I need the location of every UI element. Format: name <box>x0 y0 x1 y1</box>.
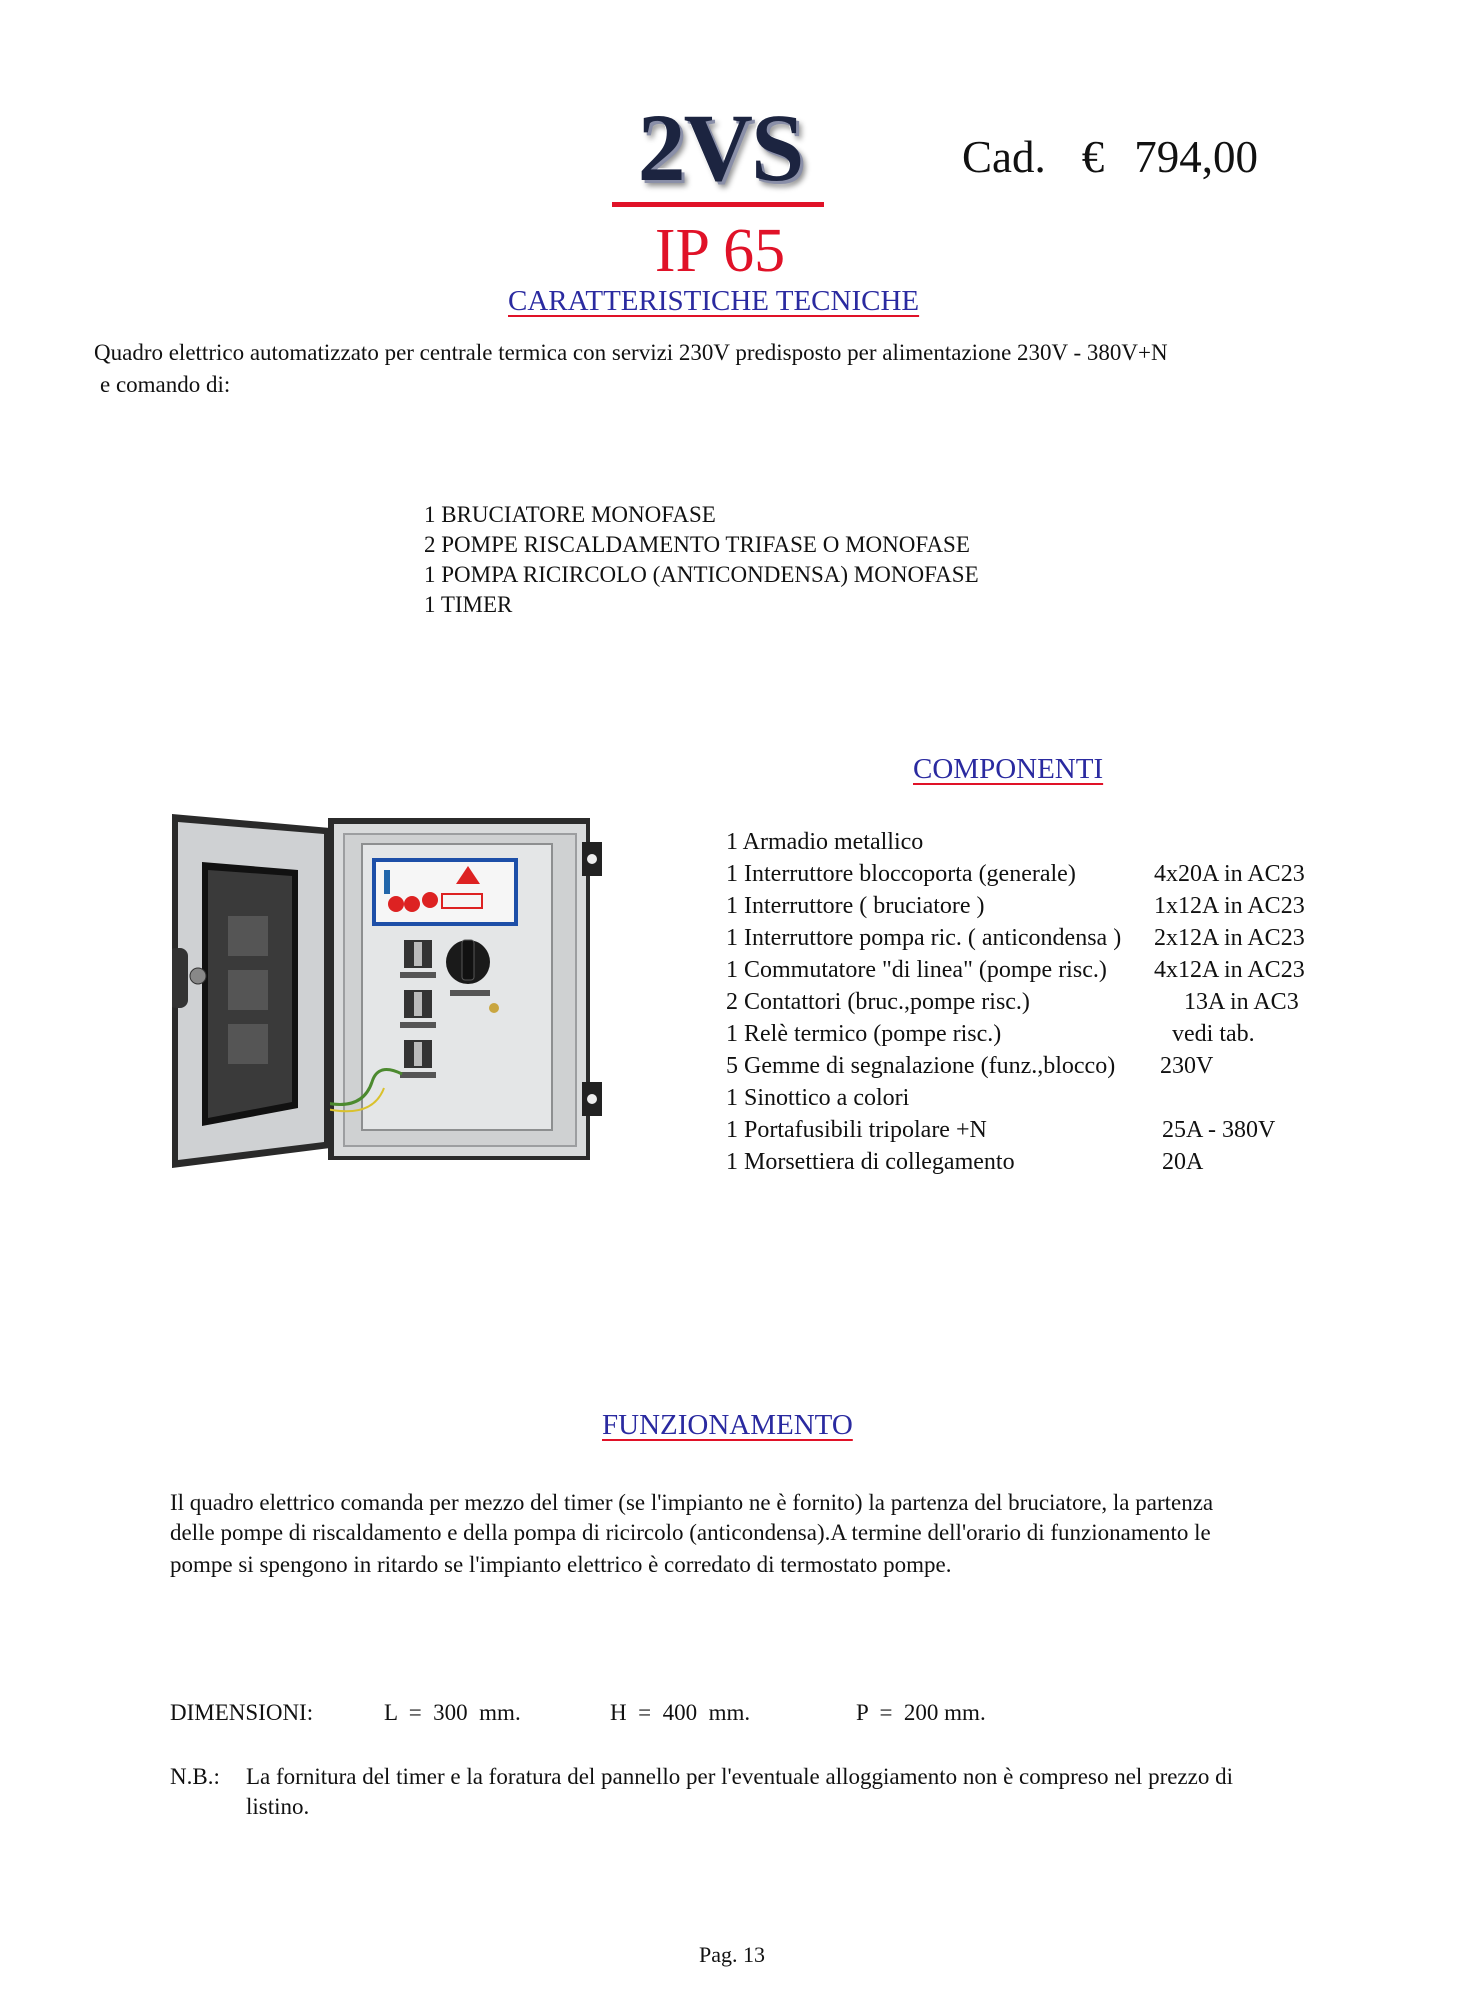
table-row <box>726 1050 1305 1082</box>
funzionamento-line-3: pompe si spengono in ritardo se l'impianto elettrico è corredato di termostato pompe. <box>170 1552 952 1577</box>
component-spec: 1x12A in AC23 <box>1154 893 1305 919</box>
list-item: 1 POMPA RICIRCOLO (ANTICONDENSA) MONOFASE <box>424 562 979 587</box>
funzionamento-line-2: delle pompe di riscaldamento e della pompa di ricircolo (anticondensa).A termine dell'orario di funzionamento le <box>170 1520 1211 1545</box>
component-spec: 25A - 380V <box>1162 1117 1276 1143</box>
note-label: N.B.: <box>170 1764 220 1789</box>
funzionamento-line-1: Il quadro elettrico comanda per mezzo del timer (se l'impianto ne è fornito) la partenza del bruciatore, la partenza <box>170 1490 1214 1515</box>
price-value: 794,00 <box>1134 132 1258 182</box>
components-table <box>726 826 1305 1178</box>
component-name: 1 Relè termico (pompe risc.) <box>726 1021 1002 1047</box>
component-spec: vedi tab. <box>1172 1021 1255 1047</box>
component-spec: 13A in AC3 <box>1184 989 1299 1015</box>
component-name: 1 Sinottico a colori <box>726 1085 910 1111</box>
currency-symbol: € <box>1081 132 1105 182</box>
component-spec: 20A <box>1162 1149 1204 1175</box>
table-row <box>726 1018 1305 1050</box>
component-spec <box>1154 826 1305 858</box>
dimensions-label: DIMENSIONI: <box>170 1700 314 1725</box>
component-spec: 4x12A in AC23 <box>1154 957 1305 983</box>
component-name: 5 Gemme di segnalazione (funz.,blocco) <box>726 1053 1116 1079</box>
table-row <box>726 1114 1305 1146</box>
note-text <box>246 1762 1346 1822</box>
table-row <box>726 1082 1305 1114</box>
component-name: 1 Armadio metallico <box>726 829 924 855</box>
list-item: 1 TIMER <box>424 592 513 617</box>
electrical-cabinet-photo <box>172 812 612 1168</box>
page-number: Pag. 13 <box>699 1942 765 1967</box>
dimension-depth: P = 200 mm. <box>856 1700 986 1725</box>
model-logo: 2VS <box>637 94 803 201</box>
component-name: 2 Contattori (bruc.,pompe risc.) <box>726 989 1030 1015</box>
dimension-height: H = 400 mm. <box>610 1700 751 1725</box>
component-name: 1 Interruttore ( bruciatore ) <box>726 893 985 919</box>
section-title-caratteristiche: CARATTERISTICHE TECNICHE <box>508 285 920 317</box>
services-list <box>424 500 979 620</box>
component-spec: 4x20A in AC23 <box>1154 861 1305 887</box>
note-line-1: La fornitura del timer e la foratura del pannello per l'eventuale alloggiamento non è compreso nel prezzo di <box>246 1764 1233 1789</box>
note-line-2: listino. <box>246 1794 310 1819</box>
component-name: 1 Interruttore pompa ric. ( anticondensa ) <box>726 925 1122 951</box>
protection-rating: IP 65 <box>654 217 786 285</box>
component-spec: 2x12A in AC23 <box>1154 925 1305 951</box>
intro-line-2: e comando di: <box>100 372 231 397</box>
price-row <box>962 132 1258 182</box>
list-item: 1 BRUCIATORE MONOFASE <box>424 502 716 527</box>
component-name: 1 Commutatore "di linea" (pompe risc.) <box>726 957 1107 983</box>
table-row <box>726 858 1305 890</box>
table-row <box>726 986 1305 1018</box>
table-row <box>726 1146 1305 1178</box>
list-item: 2 POMPE RISCALDAMENTO TRIFASE O MONOFASE <box>424 532 970 557</box>
component-spec <box>1154 1082 1305 1114</box>
section-title-componenti: COMPONENTI <box>913 753 1104 785</box>
table-row <box>726 890 1305 922</box>
intro-line-1: Quadro elettrico automatizzato per centrale termica con servizi 230V predisposto per alimentazione 230V - 380V+N <box>94 340 1168 365</box>
component-name: 1 Interruttore bloccoporta (generale) <box>726 861 1076 887</box>
table-row <box>726 922 1305 954</box>
component-spec: 230V <box>1160 1053 1214 1079</box>
component-name: 1 Morsettiera di collegamento <box>726 1149 1015 1175</box>
table-row <box>726 826 1305 858</box>
table-row <box>726 954 1305 986</box>
logo-underline <box>612 202 824 207</box>
dimension-length: L = 300 mm. <box>384 1700 521 1725</box>
price-prefix: Cad. <box>962 132 1046 182</box>
component-name: 1 Portafusibili tripolare +N <box>726 1117 987 1143</box>
section-title-funzionamento: FUNZIONAMENTO <box>602 1409 853 1441</box>
